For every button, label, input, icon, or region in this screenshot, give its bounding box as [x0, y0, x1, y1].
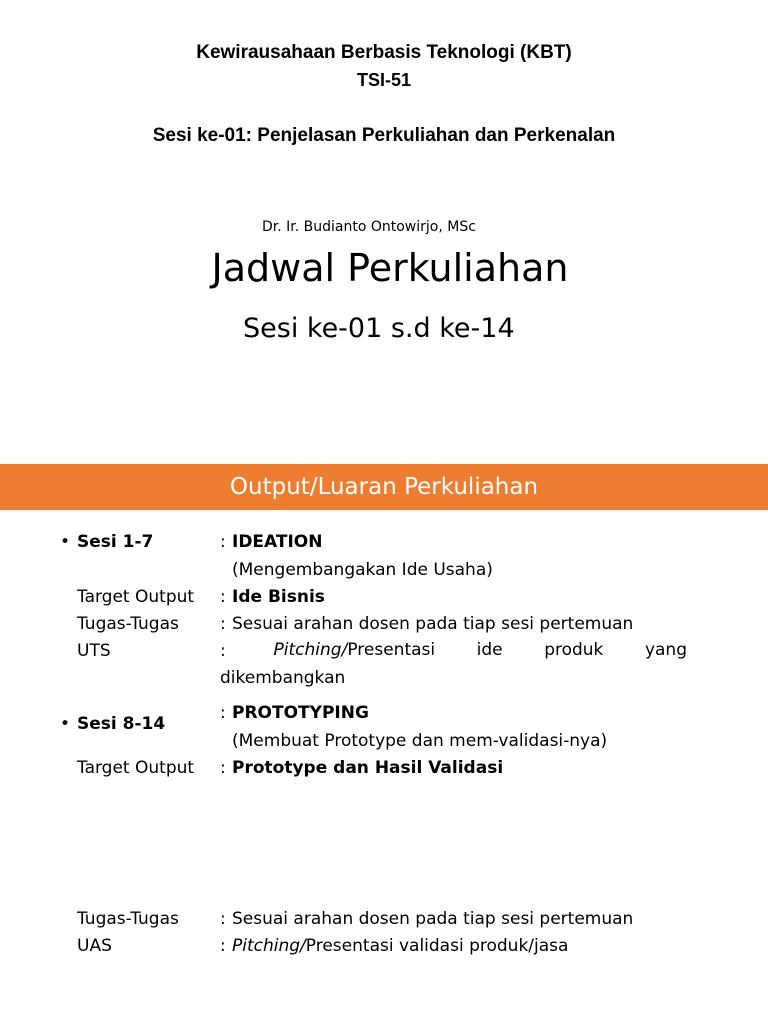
- bullet-sesi-1-7: •: [60, 532, 71, 552]
- sesi-1-7-label: Sesi 1-7: [77, 532, 154, 552]
- bullet-sesi-8-14: •: [60, 714, 71, 734]
- tugas-value-2: Sesuai arahan dosen pada tiap sesi pertemuan: [232, 909, 634, 929]
- uts-pitching: Pitching/Presentasi: [273, 640, 436, 660]
- course-title: Kewirausahaan Berbasis Teknologi (KBT): [196, 42, 572, 63]
- target-output-value-2: Prototype dan Hasil Validasi: [232, 758, 504, 778]
- uts-value-cont: dikembangkan: [220, 668, 346, 688]
- prototyping-note: (Membuat Prototype dan mem-validasi-nya): [232, 731, 608, 751]
- author-name: Dr. Ir. Budianto Ontowirjo, MSc: [262, 219, 476, 235]
- uts-value: [232, 640, 687, 660]
- tugas-label-1: Tugas-Tugas: [77, 614, 179, 634]
- tugas-colon-2: :: [220, 909, 226, 929]
- uas-colon: :: [220, 936, 226, 956]
- uts-colon: :: [220, 641, 226, 661]
- target-output-label-2: Target Output: [77, 758, 195, 778]
- target-output-colon-1: :: [220, 587, 226, 607]
- uts-word-ide: ide: [476, 640, 503, 660]
- sesi-8-14-colon: :: [220, 703, 226, 723]
- course-code: TSI-51: [356, 70, 412, 90]
- prototyping-phase: PROTOTYPING: [232, 703, 369, 723]
- target-output-label-1: Target Output: [77, 587, 195, 607]
- uas-rest: Presentasi validasi produk/jasa: [305, 936, 569, 956]
- uas-value: [232, 936, 568, 956]
- page-subtitle: Sesi ke-01 s.d ke-14: [243, 313, 515, 344]
- session-title: Sesi ke-01: Penjelasan Perkuliahan dan Perkenalan: [152, 125, 616, 146]
- uts-word-yang: yang: [644, 640, 687, 660]
- ideation-phase: IDEATION: [232, 532, 323, 552]
- sesi-1-7-colon: :: [220, 532, 226, 552]
- banner-title: Output/Luaran Perkuliahan: [229, 474, 539, 500]
- sesi-8-14-label: Sesi 8-14: [77, 714, 166, 734]
- uas-pitching: Pitching/: [232, 936, 306, 956]
- tugas-colon-1: :: [220, 614, 226, 634]
- tugas-label-2: Tugas-Tugas: [77, 909, 179, 929]
- uts-label: UTS: [77, 641, 111, 661]
- page-title: Jadwal Perkuliahan: [211, 246, 569, 290]
- tugas-value-1: Sesuai arahan dosen pada tiap sesi pertemuan: [232, 614, 634, 634]
- target-output-value-1: Ide Bisnis: [232, 587, 325, 607]
- target-output-colon-2: :: [220, 758, 226, 778]
- ideation-note: (Mengembangakan Ide Usaha): [232, 560, 493, 580]
- uas-label: UAS: [77, 936, 112, 956]
- uts-word-produk: produk: [544, 640, 604, 660]
